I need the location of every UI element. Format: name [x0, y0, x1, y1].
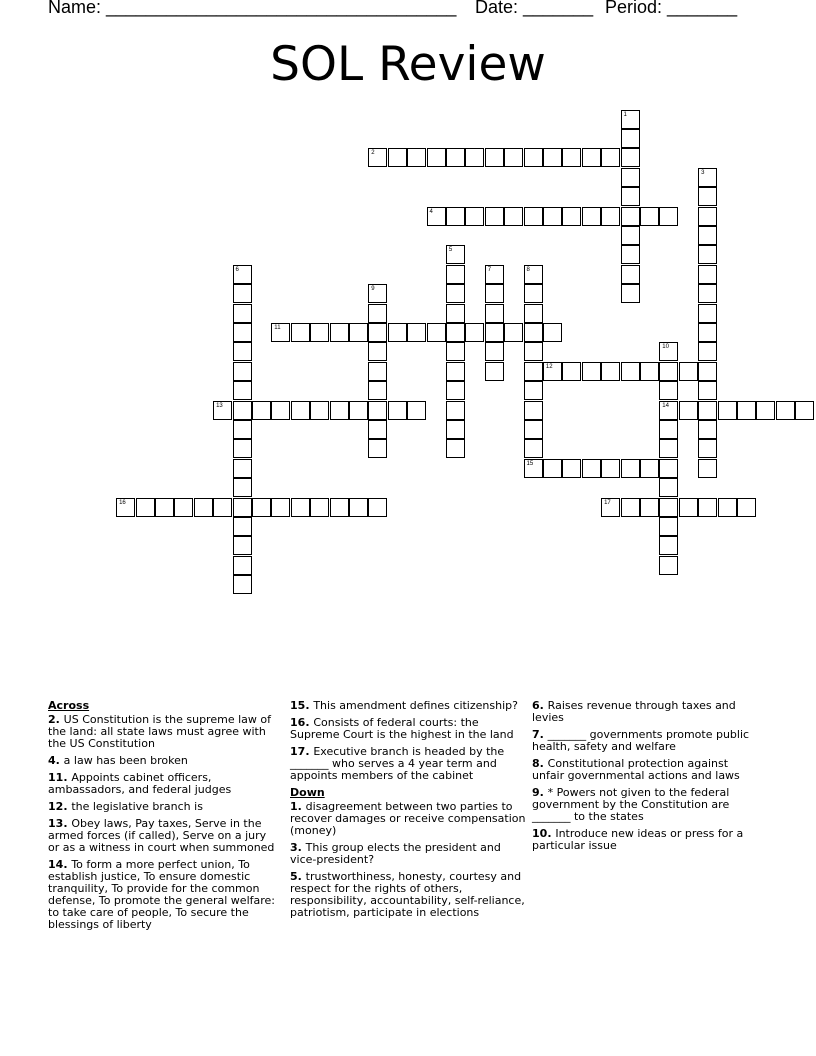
clue-across-15: 15. This amendment defines citizenship? [290, 699, 518, 712]
crossword-cell[interactable] [213, 401, 232, 420]
clue-number: 17 [604, 499, 611, 506]
crossword-cell[interactable] [543, 148, 562, 167]
down-heading: Down [290, 786, 325, 799]
crossword-cell[interactable] [776, 401, 795, 420]
clue-number: 16 [119, 499, 126, 506]
crossword-cell[interactable] [233, 323, 252, 342]
crossword-cell[interactable] [543, 459, 562, 478]
crossword-cell[interactable] [659, 459, 678, 478]
crossword-cell[interactable] [136, 498, 155, 517]
clue-down-6: 6. Raises revenue through taxes and levies [532, 699, 736, 724]
crossword-cell[interactable] [155, 498, 174, 517]
crossword-cell[interactable] [679, 362, 698, 381]
crossword-cell[interactable] [368, 381, 387, 400]
crossword-cell[interactable] [233, 498, 252, 517]
crossword-cell[interactable] [233, 517, 252, 536]
clue-number: 11 [274, 324, 281, 331]
crossword-cell[interactable] [524, 381, 543, 400]
crossword-cell[interactable] [446, 245, 465, 264]
crossword-cell[interactable] [621, 148, 640, 167]
clue-down-7: 7. _______ governments promote public health, safety and welfare [532, 728, 750, 753]
crossword-cell[interactable] [659, 517, 678, 536]
crossword-cell[interactable] [698, 498, 717, 517]
crossword-cell[interactable] [252, 401, 271, 420]
crossword-cell[interactable] [524, 284, 543, 303]
crossword-cell[interactable] [524, 439, 543, 458]
crossword-cell[interactable] [407, 401, 426, 420]
crossword-cell[interactable] [446, 148, 465, 167]
clue-down-10: 10. Introduce new ideas or press for a particular issue [532, 827, 744, 852]
crossword-cell[interactable] [524, 207, 543, 226]
crossword-cell[interactable] [368, 498, 387, 517]
crossword-cell[interactable] [621, 498, 640, 517]
crossword-cell[interactable] [698, 459, 717, 478]
crossword-cell[interactable] [233, 265, 252, 284]
crossword-cell[interactable] [698, 265, 717, 284]
crossword-cell[interactable] [233, 478, 252, 497]
crossword-cell[interactable] [368, 304, 387, 323]
crossword-cell[interactable] [233, 459, 252, 478]
clue-number: 15 [526, 460, 534, 467]
crossword-cell[interactable] [427, 148, 446, 167]
crossword-cell[interactable] [368, 439, 387, 458]
crossword-cell[interactable] [543, 323, 562, 342]
crossword-cell[interactable] [388, 323, 407, 342]
clue-across-4: 4. a law has been broken [48, 754, 188, 767]
crossword-cell[interactable] [310, 401, 329, 420]
crossword-cell[interactable] [659, 342, 678, 361]
clue-across-14: 14. To form a more perfect union, To establish justice, To ensure domestic tranquility, To provide for the common defense, To promote the general welfare: to take care of people, To secure the blessings of liberty [48, 858, 275, 931]
clue-number: 5 [448, 247, 453, 254]
crossword-cell[interactable] [485, 362, 504, 381]
crossword-cell[interactable] [233, 284, 252, 303]
crossword-cell[interactable] [582, 362, 601, 381]
crossword-cell[interactable] [446, 381, 465, 400]
crossword-cell[interactable] [795, 401, 814, 420]
clue-down-3: 3. This group elects the president and vice-president? [290, 841, 501, 866]
crossword-cell[interactable] [601, 207, 620, 226]
crossword-cell[interactable] [562, 207, 581, 226]
crossword-cell[interactable] [621, 459, 640, 478]
crossword-cell[interactable] [368, 401, 387, 420]
crossword-cell[interactable] [621, 226, 640, 245]
crossword-cell[interactable] [407, 148, 426, 167]
crossword-cell[interactable] [427, 207, 446, 226]
clue-down-9: 9. * Powers not given to the federal government by the Constitution are _______ to the states [532, 786, 730, 823]
crossword-cell[interactable] [543, 207, 562, 226]
crossword-cell[interactable] [233, 439, 252, 458]
clue-number: 7 [487, 266, 492, 273]
crossword-cell[interactable] [640, 459, 659, 478]
crossword-cell[interactable] [524, 342, 543, 361]
crossword-cell[interactable] [446, 420, 465, 439]
crossword-cell[interactable] [504, 207, 523, 226]
crossword-cell[interactable] [271, 323, 290, 342]
crossword-cell[interactable] [233, 575, 252, 594]
crossword-cell[interactable] [621, 187, 640, 206]
crossword-cell[interactable] [233, 342, 252, 361]
crossword-cell[interactable] [368, 284, 387, 303]
crossword-cell[interactable] [524, 459, 543, 478]
crossword-cell[interactable] [698, 401, 717, 420]
clue-across-12: 12. the legislative branch is [48, 800, 203, 813]
crossword-cell[interactable] [485, 323, 504, 342]
crossword-cell[interactable] [659, 401, 678, 420]
crossword-cell[interactable] [601, 362, 620, 381]
clue-across-17: 17. Executive branch is headed by the _______ who serves a 4 year term and appoints members of the cabinet [290, 745, 505, 782]
crossword-cell[interactable] [562, 148, 581, 167]
crossword-cell[interactable] [698, 420, 717, 439]
crossword-cell[interactable] [659, 439, 678, 458]
crossword-cell[interactable] [271, 498, 290, 517]
crossword-cell[interactable] [698, 187, 717, 206]
clue-number: 3 [701, 169, 705, 176]
crossword-cell[interactable] [252, 498, 271, 517]
crossword-cell[interactable] [446, 284, 465, 303]
clue-number: 10 [662, 344, 669, 351]
crossword-cell[interactable] [368, 420, 387, 439]
crossword-cell[interactable] [562, 459, 581, 478]
crossword-cell[interactable] [485, 148, 504, 167]
crossword-cell[interactable] [330, 498, 349, 517]
crossword-cell[interactable] [698, 284, 717, 303]
crossword-cell[interactable] [388, 401, 407, 420]
crossword-cell[interactable] [524, 148, 543, 167]
clue-number: 4 [429, 208, 433, 215]
crossword-cell[interactable] [621, 129, 640, 148]
crossword-cell[interactable] [601, 148, 620, 167]
clue-across-2: 2. US Constitution is the supreme law of the land: all state laws must agree with the US Constitution [48, 713, 271, 750]
crossword-cell[interactable] [679, 498, 698, 517]
crossword-cell[interactable] [698, 381, 717, 400]
crossword-cell[interactable] [407, 323, 426, 342]
crossword-cell[interactable] [465, 207, 484, 226]
crossword-cell[interactable] [621, 265, 640, 284]
crossword-cell[interactable] [233, 304, 252, 323]
crossword-cell[interactable] [621, 110, 640, 129]
across-heading: Across [48, 699, 90, 712]
crossword-cell[interactable] [446, 401, 465, 420]
crossword-cell[interactable] [659, 420, 678, 439]
crossword-cell[interactable] [621, 362, 640, 381]
clue-across-16: 16. Consists of federal courts: the Supreme Court is the highest in the land [290, 716, 514, 741]
clue-number: 6 [235, 266, 239, 273]
crossword-cell[interactable] [174, 498, 193, 517]
clue-number: 9 [371, 286, 375, 293]
crossword-cell[interactable] [659, 362, 678, 381]
crossword-cell[interactable] [698, 226, 717, 245]
crossword-cell[interactable] [485, 342, 504, 361]
crossword-cell[interactable] [485, 304, 504, 323]
crossword-cell[interactable] [446, 207, 465, 226]
crossword-cell[interactable] [698, 342, 717, 361]
crossword-cell[interactable] [659, 536, 678, 555]
clue-down-5: 5. trustworthiness, honesty, courtesy and respect for the rights of others, responsibility, accountability, self-reliance, patriotism, participate in elections [290, 870, 525, 919]
crossword-cell[interactable] [330, 401, 349, 420]
crossword-cell[interactable] [737, 401, 756, 420]
clue-number: 8 [526, 266, 530, 273]
crossword-cell[interactable] [368, 323, 387, 342]
crossword-cell[interactable] [194, 498, 213, 517]
crossword-cell[interactable] [621, 168, 640, 187]
crossword-cell[interactable] [640, 498, 659, 517]
crossword-cell[interactable] [446, 342, 465, 361]
crossword-cell[interactable] [465, 148, 484, 167]
crossword-cell[interactable] [330, 323, 349, 342]
crossword-cell[interactable] [368, 362, 387, 381]
clue-number: 12 [545, 363, 553, 370]
crossword-cell[interactable] [504, 148, 523, 167]
clue-number: 2 [371, 150, 375, 157]
crossword-cell[interactable] [233, 420, 252, 439]
clue-number: 1 [623, 111, 627, 118]
crossword-cell[interactable] [233, 381, 252, 400]
clue-column-3 [532, 700, 762, 857]
crossword-cell[interactable] [310, 323, 329, 342]
crossword-cell[interactable] [718, 401, 737, 420]
crossword-cell[interactable] [659, 498, 678, 517]
crossword-cell[interactable] [562, 362, 581, 381]
crossword-cell[interactable] [310, 498, 329, 517]
crossword-cell[interactable] [524, 304, 543, 323]
crossword-cell[interactable] [446, 265, 465, 284]
crossword-cell[interactable] [349, 498, 368, 517]
crossword-cell[interactable] [233, 401, 252, 420]
crossword-cell[interactable] [640, 207, 659, 226]
crossword-cell[interactable] [718, 498, 737, 517]
clue-across-13: 13. Obey laws, Pay taxes, Serve in the armed forces (if called), Serve on a jury or as a witness in court when summoned [48, 817, 275, 854]
crossword-cell[interactable] [659, 478, 678, 497]
crossword-cell[interactable] [524, 265, 543, 284]
page-title: SOL Review [270, 37, 546, 92]
crossword-cell[interactable] [446, 304, 465, 323]
period-field[interactable]: Period: _______ [605, 0, 738, 17]
crossword-cell[interactable] [524, 323, 543, 342]
crossword-cell[interactable] [465, 323, 484, 342]
clue-column-1 [48, 700, 276, 936]
crossword-cell[interactable] [698, 304, 717, 323]
crossword-cell[interactable] [233, 556, 252, 575]
crossword-cell[interactable] [368, 342, 387, 361]
crossword-cell[interactable] [737, 498, 756, 517]
crossword-cell[interactable] [291, 401, 310, 420]
crossword-cell[interactable] [485, 284, 504, 303]
crossword-cell[interactable] [446, 362, 465, 381]
clue-down-8: 8. Constitutional protection against unfair governmental actions and laws [532, 757, 740, 782]
clue-list [48, 700, 778, 1000]
crossword-cell[interactable] [427, 323, 446, 342]
crossword-cell[interactable] [485, 207, 504, 226]
crossword-cell[interactable] [698, 362, 717, 381]
name-field[interactable]: Name: ___________________________________ [48, 0, 457, 17]
crossword-cell[interactable] [213, 498, 232, 517]
crossword-cell[interactable] [659, 556, 678, 575]
clue-number: 14 [662, 402, 669, 409]
crossword-cell[interactable] [485, 265, 504, 284]
crossword-cell[interactable] [446, 439, 465, 458]
crossword-cell[interactable] [679, 401, 698, 420]
crossword-cell[interactable] [368, 148, 387, 167]
crossword-cell[interactable] [504, 323, 523, 342]
crossword-cell[interactable] [524, 362, 543, 381]
crossword-cell[interactable] [698, 168, 717, 187]
crossword-cell[interactable] [698, 323, 717, 342]
crossword-cell[interactable] [524, 401, 543, 420]
crossword-cell[interactable] [698, 245, 717, 264]
crossword-cell[interactable] [524, 420, 543, 439]
crossword-cell[interactable] [621, 207, 640, 226]
crossword-cell[interactable] [756, 401, 775, 420]
crossword-cell[interactable] [446, 323, 465, 342]
crossword-cell[interactable] [291, 323, 310, 342]
crossword-cell[interactable] [388, 148, 407, 167]
crossword-cell[interactable] [349, 323, 368, 342]
clue-number: 13 [216, 402, 223, 409]
crossword-cell[interactable] [601, 459, 620, 478]
crossword-cell[interactable] [698, 439, 717, 458]
crossword-cell[interactable] [233, 362, 252, 381]
date-field[interactable]: Date: _______ [475, 0, 594, 17]
crossword-cell[interactable] [659, 207, 678, 226]
crossword-cell[interactable] [659, 381, 678, 400]
crossword-cell[interactable] [640, 362, 659, 381]
crossword-cell[interactable] [601, 498, 620, 517]
crossword-cell[interactable] [233, 536, 252, 555]
crossword-cell[interactable] [582, 148, 601, 167]
crossword-cell[interactable] [291, 498, 310, 517]
clue-down-1: 1. disagreement between two parties to recover damages or receive compensation (money) [290, 800, 526, 837]
crossword-cell[interactable] [116, 498, 135, 517]
crossword-cell[interactable] [271, 401, 290, 420]
crossword-cell[interactable] [582, 459, 601, 478]
clue-across-11: 11. Appoints cabinet officers, ambassadors, and federal judges [48, 771, 232, 796]
crossword-cell[interactable] [582, 207, 601, 226]
crossword-cell[interactable] [621, 245, 640, 264]
crossword-cell[interactable] [543, 362, 562, 381]
crossword-cell[interactable] [698, 207, 717, 226]
crossword-cell[interactable] [621, 284, 640, 303]
clue-column-2 [290, 700, 526, 924]
crossword-cell[interactable] [349, 401, 368, 420]
